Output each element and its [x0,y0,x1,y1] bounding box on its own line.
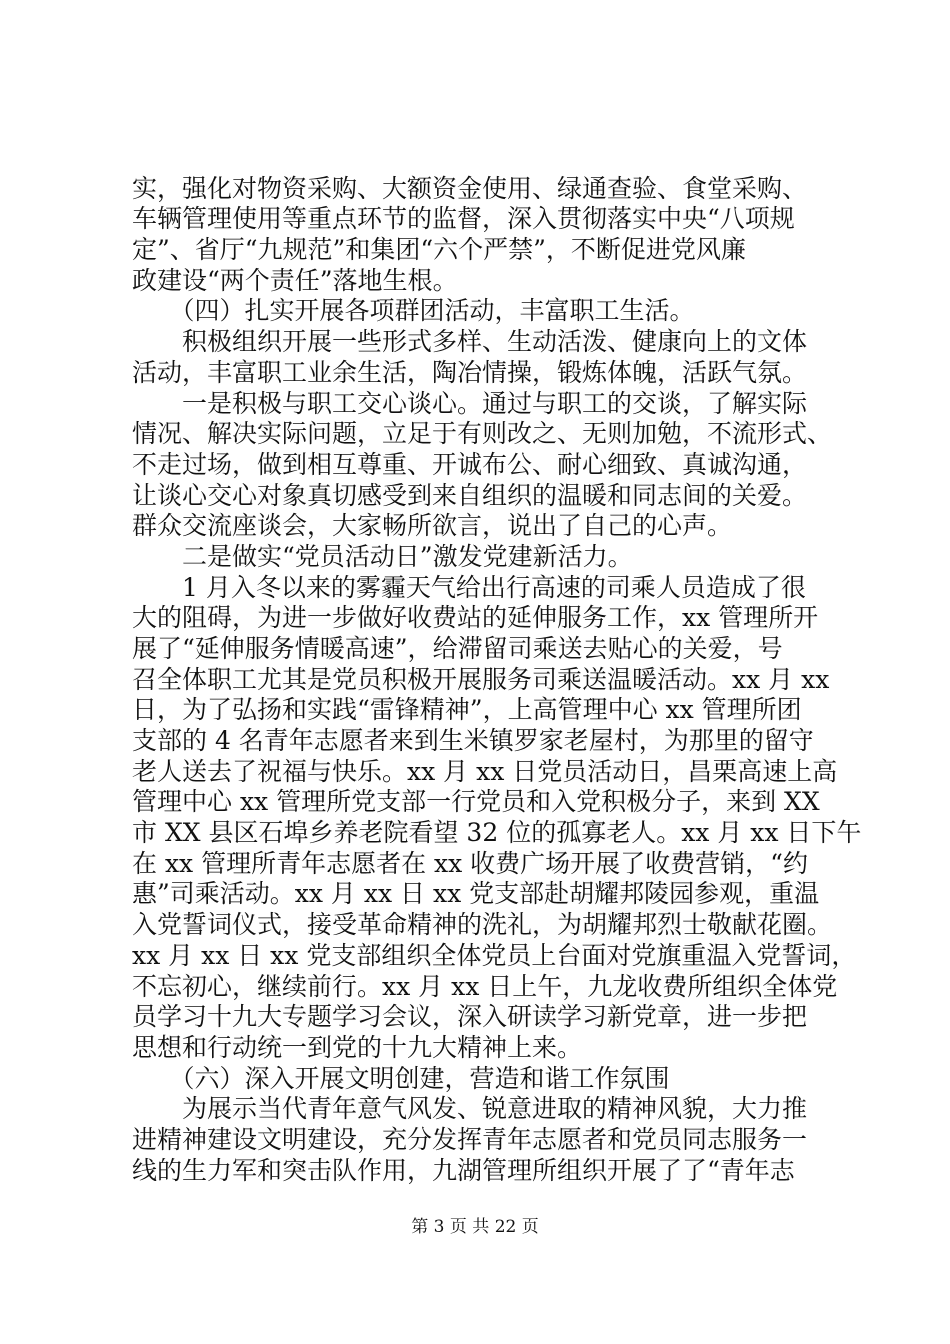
text-line: 车辆管理使用等重点环节的监督，深入贯彻落实中央“八项规 [132,204,795,233]
text-line: 日，为了弘扬和实践“雷锋精神”，上高管理中心 xx 管理所团 [132,695,802,724]
text-line: 实，强化对物资采购、大额资金使用、绿通查验、食堂采购、 [132,174,808,203]
text-line: 政建设“两个责任”落地生根。 [132,266,458,295]
section-heading: （六）深入开展文明创建，营造和谐工作氛围 [132,1064,670,1093]
text-line: 线的生力军和突击队作用，九湖管理所组织开展了了“青年志 [132,1156,795,1185]
text-line: 思想和行动统一到党的十九大精神上来。 [132,1033,583,1062]
text-line: 一是积极与职工交心谈心。通过与职工的交谈，了解实际 [132,389,808,418]
text-line: 惠”司乘活动。xx 月 xx 日 xx 党支部赴胡耀邦陵园参观，重温 [132,879,820,908]
text-line: 定”、省厅“九规范”和集团“六个严禁”，不断促进党风廉 [132,235,746,264]
text-line: 进精神建设文明建设，充分发挥青年志愿者和党员同志服务一 [132,1125,808,1154]
text-line: 活动，丰富职工业余生活，陶冶情操，锻炼体魄，活跃气氛。 [132,358,808,387]
text-line: 召全体职工尤其是党员积极开展服务司乘送温暖活动。xx 月 xx [132,665,830,694]
text-line: 大的阻碍，为进一步做好收费站的延伸服务工作，xx 管理所开 [132,603,819,632]
text-line: 群众交流座谈会，大家畅所欲言，说出了自己的心声。 [132,511,733,540]
text-line: 积极组织开展一些形式多样、生动活泼、健康向上的文体 [132,327,808,356]
section-heading: （四）扎实开展各项群团活动，丰富职工生活。 [132,296,695,325]
text-line: 不走过场，做到相互尊重、开诚布公、耐心细致、真诚沟通， [132,450,808,479]
text-line: 让谈心交心对象真切感受到来自组织的温暖和同志间的关爱。 [132,481,808,510]
text-line: 二是做实“党员活动日”激发党建新活力。 [132,542,633,571]
text-line: 为展示当代青年意气风发、锐意进取的精神风貌，大力推 [132,1094,808,1123]
page-number-footer: 第 3 页 共 22 页 [411,1217,539,1237]
text-line: 老人送去了祝福与快乐。xx 月 xx 日党员活动日，昌栗高速上高 [132,757,838,786]
text-line: 不忘初心，继续前行。xx 月 xx 日上午，九龙收费所组织全体党 [132,972,838,1001]
text-line: 1 月入冬以来的雾霾天气给出行高速的司乘人员造成了很 [132,573,806,602]
text-line: 入党誓词仪式，接受革命精神的洗礼，为胡耀邦烈士敬献花圈。 [132,910,833,939]
text-line: 情况、解决实际问题，立足于有则改之、无则加勉，不流形式、 [132,419,833,448]
text-line: 员学习十九大专题学习会议，深入研读学习新党章，进一步把 [132,1002,808,1031]
text-line: 在 xx 管理所青年志愿者在 xx 收费广场开展了收费营销，“约 [132,849,808,878]
text-line: xx 月 xx 日 xx 党支部组织全体党员上台面对党旗重温入党誓词， [132,941,857,970]
text-line: 支部的 4 名青年志愿者来到生米镇罗家老屋村，为那里的留守 [132,726,814,755]
text-line: 管理中心 xx 管理所党支部一行党员和入党积极分子，来到 XX [132,787,820,816]
text-line: 展了“延伸服务情暖高速”，给滞留司乘送去贴心的关爱，号 [132,634,783,663]
text-line: 市 XX 县区石埠乡养老院看望 32 位的孤寡老人。xx 月 xx 日下午 [132,818,862,847]
